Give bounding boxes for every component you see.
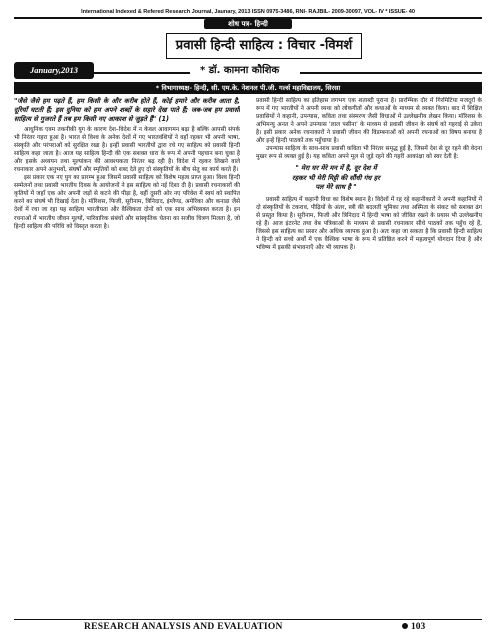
section-tag: शोध पत्र- हिन्दी (204, 19, 292, 29)
date-badge: January,2013 (14, 62, 94, 79)
journal-info-line: International Indexed & Refered Research Journal, Jaunary, 2013 ISSN 0975-3486, RNI- RAJBIL- 2009-30097, VOL- IV * ISSUE- 40 (81, 9, 415, 15)
body-paragraph: प्रवासी हिन्दी साहित्य का इतिहास लगभग एक शताब्दी पुराना है। प्रारम्भिक दौर में गिरमिटिया मजदूरों के रूप में गए भारतीयों ने अपनी व्यथा को लोकगीतों और कथाओं के माध्यम से व्यक्त किया। बाद में शिक्षित प्रवासियों ने कहानी, उपन्यास, कविता तथा संस्मरण जैसी विधाओं में उल्लेखनीय लेखन किया। मॉरिशस के अभिमन्यु अनत ने अपने उपन्यास 'लाल पसीना' के माध्यम से प्रवासी जीवन के संघर्ष को गहराई से उकेरा है। इसी प्रकार अनेक रचनाकारों ने प्रवासी जीवन की विडम्बनाओं को अपनी रचनाओं का विषय बनाया है और इन्हें हिन्दी पाठकों तक पहुँचाया है। (256, 98, 482, 145)
body-paragraph: उपन्यास साहित्य के साथ-साथ प्रवासी कविता भी निरंतर समृद्ध हुई है, जिसमें देश से दूर रहने की वेदना मुखर रूप से व्यक्त हुई है। यह कविता अपने मूल से जुड़े रहने की गहरी आकांक्षा को स्वर देती है: (256, 146, 482, 161)
body-paragraph: आधुनिक एवम तकनीकी युग के कारण देश–विदेश में न केवल आवागमन बढ़ा है बल्कि आपसी संपर्क भी निरंतर गहरा हुआ है। भारत से विश्व के अनेक देशों में गए भारतवंशियों ने वहाँ रहकर भी अपनी भाषा, संस्कृति और परंपराओं को सुरक्षित रखा है। इन्हीं प्रवासी भारतीयों द्वारा रचे गए साहित्य को प्रवासी हिन्दी साहित्य कहा जाता है। आज यह साहित्य हिन्दी की एक सशक्त धारा के रूप में अपनी पहचान बना चुका है और इसके अध्ययन तथा मूल्यांकन की आवश्यकता निरंतर बढ़ रही है। विदेश में रहकर लिखने वाले रचनाकार अपने अनुभवों, संघर्षों और स्मृतियों को शब्द देते हुए दो संस्कृतियों के बीच सेतु का कार्य करते हैं। (14, 127, 240, 174)
divider-rule (300, 72, 482, 74)
body-paragraph: प्रवासी साहित्य में कहानी विधा का विशेष स्थान है। विदेशों में रह रहे कहानीकारों ने अपनी कहानियों में दो संस्कृतियों के टकराव, पीढ़ियों के अंतर, स्त्री की बदलती भूमिका तथा अस्मिता के संकट को सशक्त ढंग से प्रस्तुत किया है। सूरीनाम, फिजी और त्रिनिदाद में हिन्दी भाषा को जीवित रखने के प्रयास भी उल्लेखनीय रहे हैं। आज इंटरनेट तथा वेब पत्रिकाओं के माध्यम से प्रवासी रचनाकार सीधे पाठकों तक पहुँच रहे हैं, जिससे इस साहित्य का प्रसार और अधिक व्यापक हुआ है। अतः कहा जा सकता है कि प्रवासी हिन्दी साहित्य ने हिन्दी को सच्चे अर्थों में एक वैश्विक भाषा के रूप में प्रतिष्ठित करने में महत्वपूर्ण योगदान दिया है और भविष्य में इसकी संभावनाएँ और भी व्यापक हैं। (256, 196, 482, 252)
page-footer (14, 619, 482, 634)
body-paragraph: इस प्रकार एक नए युग का प्रारम्भ हुआ जिसमें प्रवासी साहित्य को विशेष महत्व प्राप्त हुआ। विश्व हिन्दी सम्मेलनों तथा प्रवासी भारतीय दिवस के आयोजनों ने इस साहित्य को नई दिशा दी है। प्रवासी रचनाकारों की कृतियों में जहाँ एक ओर अपनी जड़ों से कटने की पीड़ा है, वहीं दूसरी ओर नए परिवेश में स्वयं को स्थापित करने का संघर्ष भी दिखाई देता है। मॉरिशस, फिजी, सूरीनाम, त्रिनिदाद, इंग्लैण्ड, अमेरिका और कनाडा जैसे देशों में रचा जा रहा यह साहित्य भारतीयता और वैश्विकता दोनों को एक साथ अभिव्यक्त करता है। इन रचनाओं में भारतीय जीवन मूल्यों, पारिवारिक संबंधों और सांस्कृतिक चेतना का सजीव चित्रण मिलता है, जो हिन्दी साहित्य की परिधि को विस्तृत करता है। (14, 175, 240, 230)
article-title: प्रवासी हिन्दी साहित्य : विचार -विमर्श (166, 33, 362, 59)
divider-rule (94, 72, 190, 74)
poem-quote: " मेरा घर मेरे मन में है, दूर देश में रहकर भी मेरी मिट्टी की सौंधी गंध हर पल मेरे साथ है " (292, 164, 380, 192)
left-column (14, 97, 240, 617)
page-number-value: 103 (411, 622, 426, 632)
author-name: * डॉ. कामना कौशिक (200, 65, 280, 76)
footer-journal-title: RESEARCH ANALYSIS AND EVALUATION (84, 622, 283, 632)
page-number (402, 622, 425, 632)
affiliation-bar: * विभागाध्यक्ष- हिन्दी, सी. एम.के. नेशनल पी.जी. गर्ल्स महाविद्यालय, सिरसा (14, 82, 482, 94)
right-column (256, 97, 482, 617)
bullet-icon (402, 623, 408, 629)
abstract-text: "जैसे जैसे हम पढ़ते हैं, हम किसी के और करीब होते हैं, कोई हमारे और करीब आता है, दूरियाँ घटती हैं; इस दुनिया को हम अपने शब्दों के सहारे देख पाते हैं; जब-जब हम प्रवासी साहित्य से गुजरते हैं तब हम किसी नए आकाश से जुड़ते हैं" (1) (14, 97, 240, 123)
